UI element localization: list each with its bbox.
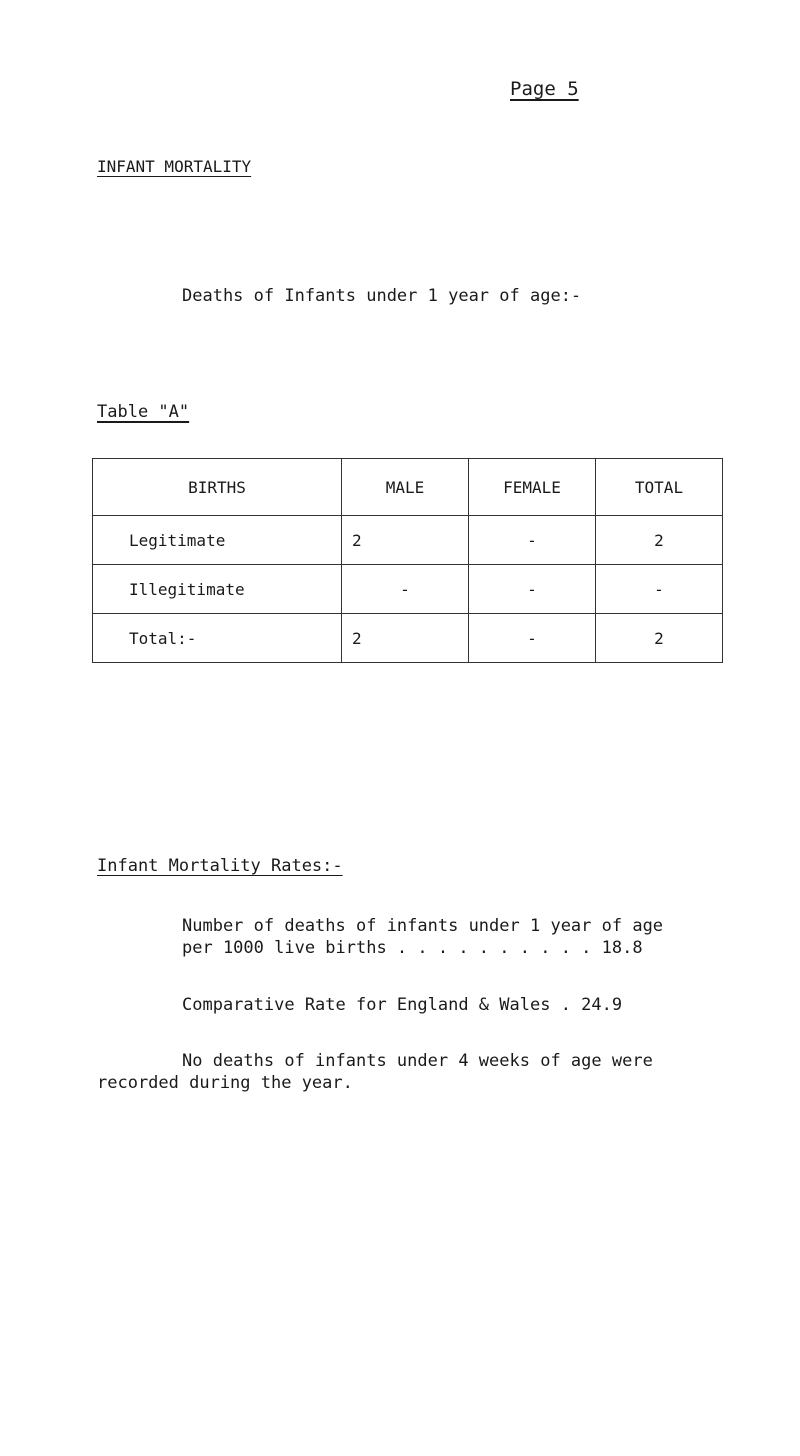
female-value: -	[469, 614, 596, 663]
header-female: FEMALE	[469, 459, 596, 516]
table-row	[93, 565, 723, 614]
rates-heading: Infant Mortality Rates:-	[97, 856, 343, 876]
note-line: recorded during the year.	[97, 1073, 353, 1093]
header-total: TOTAL	[596, 459, 723, 516]
row-label: Legitimate	[93, 516, 342, 565]
table-row	[93, 516, 723, 565]
male-value: -	[342, 565, 469, 614]
total-value: 2	[596, 516, 723, 565]
total-value: 2	[596, 614, 723, 663]
female-value: -	[469, 565, 596, 614]
infant-deaths-table	[92, 458, 723, 663]
male-value: 2	[342, 516, 469, 565]
rate-line: per 1000 live births . . . . . . . . . . 18.8	[182, 938, 643, 958]
note-line: No deaths of infants under 4 weeks of age were	[182, 1051, 653, 1071]
table-row	[93, 614, 723, 663]
female-value: -	[469, 516, 596, 565]
section-subheading: Deaths of Infants under 1 year of age:-	[182, 286, 582, 306]
page-number: Page 5	[510, 78, 579, 100]
total-value: -	[596, 565, 723, 614]
row-label: Total:-	[93, 614, 342, 663]
table-label: Table "A"	[97, 402, 190, 422]
row-label: Illegitimate	[93, 565, 342, 614]
header-births: BIRTHS	[93, 459, 342, 516]
section-heading: INFANT MORTALITY	[97, 157, 252, 176]
comparative-rate-line: Comparative Rate for England & Wales . 24.9	[182, 995, 623, 1015]
header-male: MALE	[342, 459, 469, 516]
male-value: 2	[342, 614, 469, 663]
table-header-row	[93, 459, 723, 516]
rate-line: Number of deaths of infants under 1 year of age	[182, 916, 664, 936]
